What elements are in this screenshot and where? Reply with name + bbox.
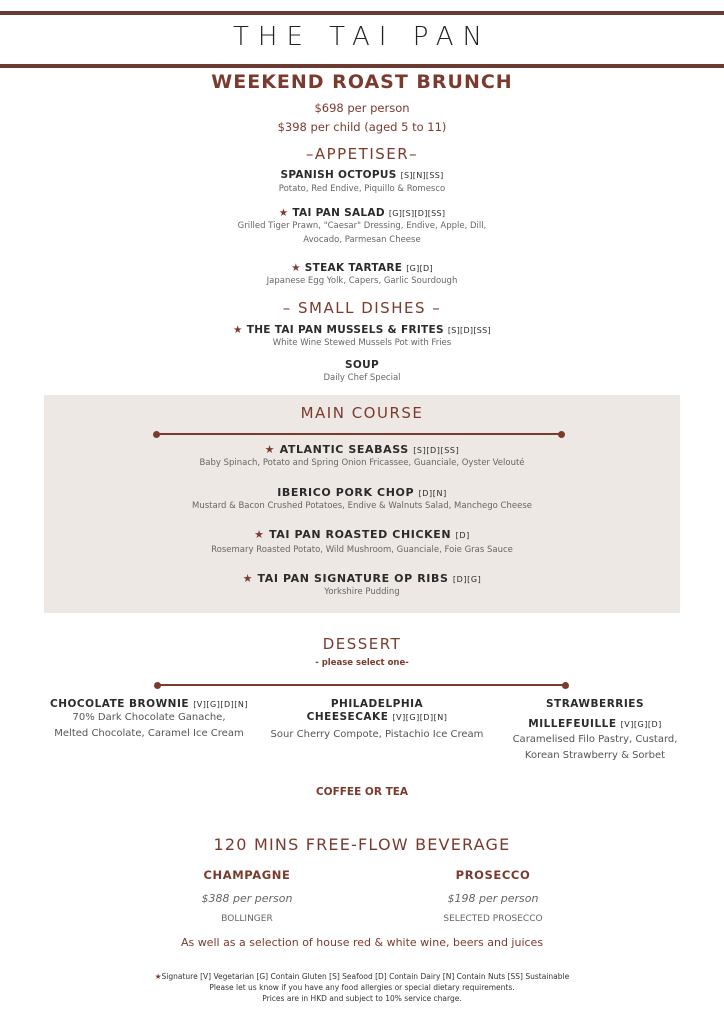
star-icon: ★: [264, 443, 276, 456]
dessert-option: [480, 698, 710, 764]
item-description: Yorkshire Pudding: [324, 587, 400, 597]
star-icon: ★: [278, 207, 289, 219]
item-name: TAI PAN SALAD: [292, 207, 385, 219]
dessert-divider: [158, 684, 566, 686]
dessert-description: Caramelised Filo Pastry, Custard,: [512, 734, 678, 745]
small-dishes-heading: – SMALL DISHES –: [282, 299, 442, 317]
item-name: THE TAI PAN MUSSELS & FRITES: [246, 324, 444, 336]
item-name: TAI PAN SIGNATURE OP RIBS: [257, 572, 449, 585]
coffee-or-tea: COFFEE OR TEA: [315, 786, 409, 798]
dessert-name: CHEESECAKE [V][G][D][N]: [306, 711, 448, 723]
menu-item: [0, 262, 724, 274]
restaurant-title: THE TAI PAN: [233, 22, 491, 52]
beverage-heading: 120 MINS FREE-FLOW BEVERAGE: [213, 835, 511, 854]
star-icon: ★: [242, 572, 254, 585]
dessert-description: Korean Strawberry & Sorbet: [524, 750, 666, 761]
legend: [0, 971, 724, 982]
dessert-name: MILLEFEUILLE [V][G][D]: [528, 718, 662, 730]
adult-price: $698 per person: [314, 101, 410, 115]
beverage-detail: SELECTED PROSECCO: [443, 914, 543, 924]
menu-item: [0, 528, 724, 541]
dessert-option: [34, 698, 264, 742]
dessert-subheading: - please select one-: [315, 658, 409, 668]
menu-item: [0, 572, 724, 585]
dessert-name: CHOCOLATE BROWNIE [V][G][D][N]: [50, 698, 248, 710]
item-description: Avocado, Parmesan Cheese: [303, 235, 421, 245]
beverage-price: $198 per person: [447, 892, 539, 905]
item-name: TAI PAN ROASTED CHICKEN: [269, 528, 452, 541]
item-tags: [D][G]: [452, 575, 482, 584]
dessert-name: PHILADELPHIA: [330, 698, 424, 710]
price-note: Prices are in HKD and subject to 10% service charge.: [262, 994, 462, 1003]
appetiser-heading: –APPETISER–: [305, 145, 419, 163]
item-description: Baby Spinach, Potato and Spring Onion Fricassee, Guanciale, Oyster Velouté: [199, 458, 525, 468]
beverage-option: [393, 868, 593, 924]
item-description: Rosemary Roasted Potato, Wild Mushroom, Guanciale, Foie Gras Sauce: [211, 545, 513, 555]
item-description: Japanese Egg Yolk, Capers, Garlic Sourdough: [266, 276, 458, 286]
star-icon: ★: [291, 262, 301, 274]
beverage-price: $388 per person: [201, 892, 293, 905]
divider-dot-left: [153, 431, 160, 438]
item-tags: [S][D][SS]: [447, 326, 491, 335]
brunch-title: WEEKEND ROAST BRUNCH: [211, 71, 513, 93]
item-name: SPANISH OCTOPUS: [280, 169, 397, 181]
menu-item: [0, 443, 724, 456]
item-description: Grilled Tiger Prawn, "Caesar" Dressing, Endive, Apple, Dill,: [237, 221, 487, 231]
item-tags: [G][D]: [406, 264, 433, 273]
beverage-note: As well as a selection of house red & white wine, beers and juices: [180, 936, 544, 949]
item-tags: [D]: [455, 531, 470, 540]
dessert-description: 70% Dark Chocolate Ganache,: [72, 712, 226, 723]
dessert-heading: DESSERT: [322, 635, 402, 653]
item-tags: [S][N][SS]: [400, 171, 444, 180]
legend-text: Signature [V] Vegetarian [G] Contain Gluten [S] Seafood [D] Contain Dairy [N] Contain Nuts [SS] Sustainable: [161, 972, 570, 981]
dessert-description: Sour Cherry Compote, Pistachio Ice Cream: [270, 729, 484, 740]
beverage-detail: BOLLINGER: [221, 914, 273, 924]
top-divider: [0, 11, 724, 15]
star-icon: ★: [233, 324, 243, 336]
item-name: STEAK TARTARE: [304, 262, 403, 274]
dessert-name: STRAWBERRIES: [545, 698, 645, 710]
star-icon: ★: [154, 972, 162, 981]
menu-item: [0, 486, 724, 499]
menu-item: [0, 359, 724, 371]
menu-item: [0, 207, 724, 219]
beverage-option: [147, 868, 347, 924]
item-description: Daily Chef Special: [323, 373, 401, 383]
item-name: IBERICO PORK CHOP: [277, 486, 415, 499]
item-name: ATLANTIC SEABASS: [279, 443, 409, 456]
item-description: White Wine Stewed Mussels Pot with Fries: [272, 338, 452, 348]
menu-item: [0, 169, 724, 181]
header-divider: [0, 64, 724, 68]
allergy-note: Please let us know if you have any food allergies or special dietary requirements.: [209, 983, 515, 992]
child-price: $398 per child (aged 5 to 11): [277, 120, 447, 134]
item-tags: [G][S][D][SS]: [388, 209, 446, 218]
divider-dot-right: [558, 431, 565, 438]
dessert-description: Melted Chocolate, Caramel Ice Cream: [54, 728, 244, 739]
item-tags: [D][N]: [418, 489, 447, 498]
menu-item: [0, 324, 724, 336]
divider-dot-right: [562, 682, 569, 689]
dessert-option: [262, 698, 492, 743]
main-course-heading: MAIN COURSE: [300, 404, 424, 422]
main-course-divider: [157, 433, 563, 435]
item-name: SOUP: [345, 359, 379, 371]
item-description: Potato, Red Endive, Piquillo & Romesco: [278, 184, 446, 194]
item-description: Mustard & Bacon Crushed Potatoes, Endive & Walnuts Salad, Manchego Cheese: [192, 501, 532, 511]
star-icon: ★: [254, 528, 265, 541]
item-tags: [S][D][SS]: [413, 446, 460, 455]
beverage-name: PROSECCO: [455, 868, 531, 882]
beverage-name: CHAMPAGNE: [203, 868, 291, 882]
divider-dot-left: [154, 682, 161, 689]
